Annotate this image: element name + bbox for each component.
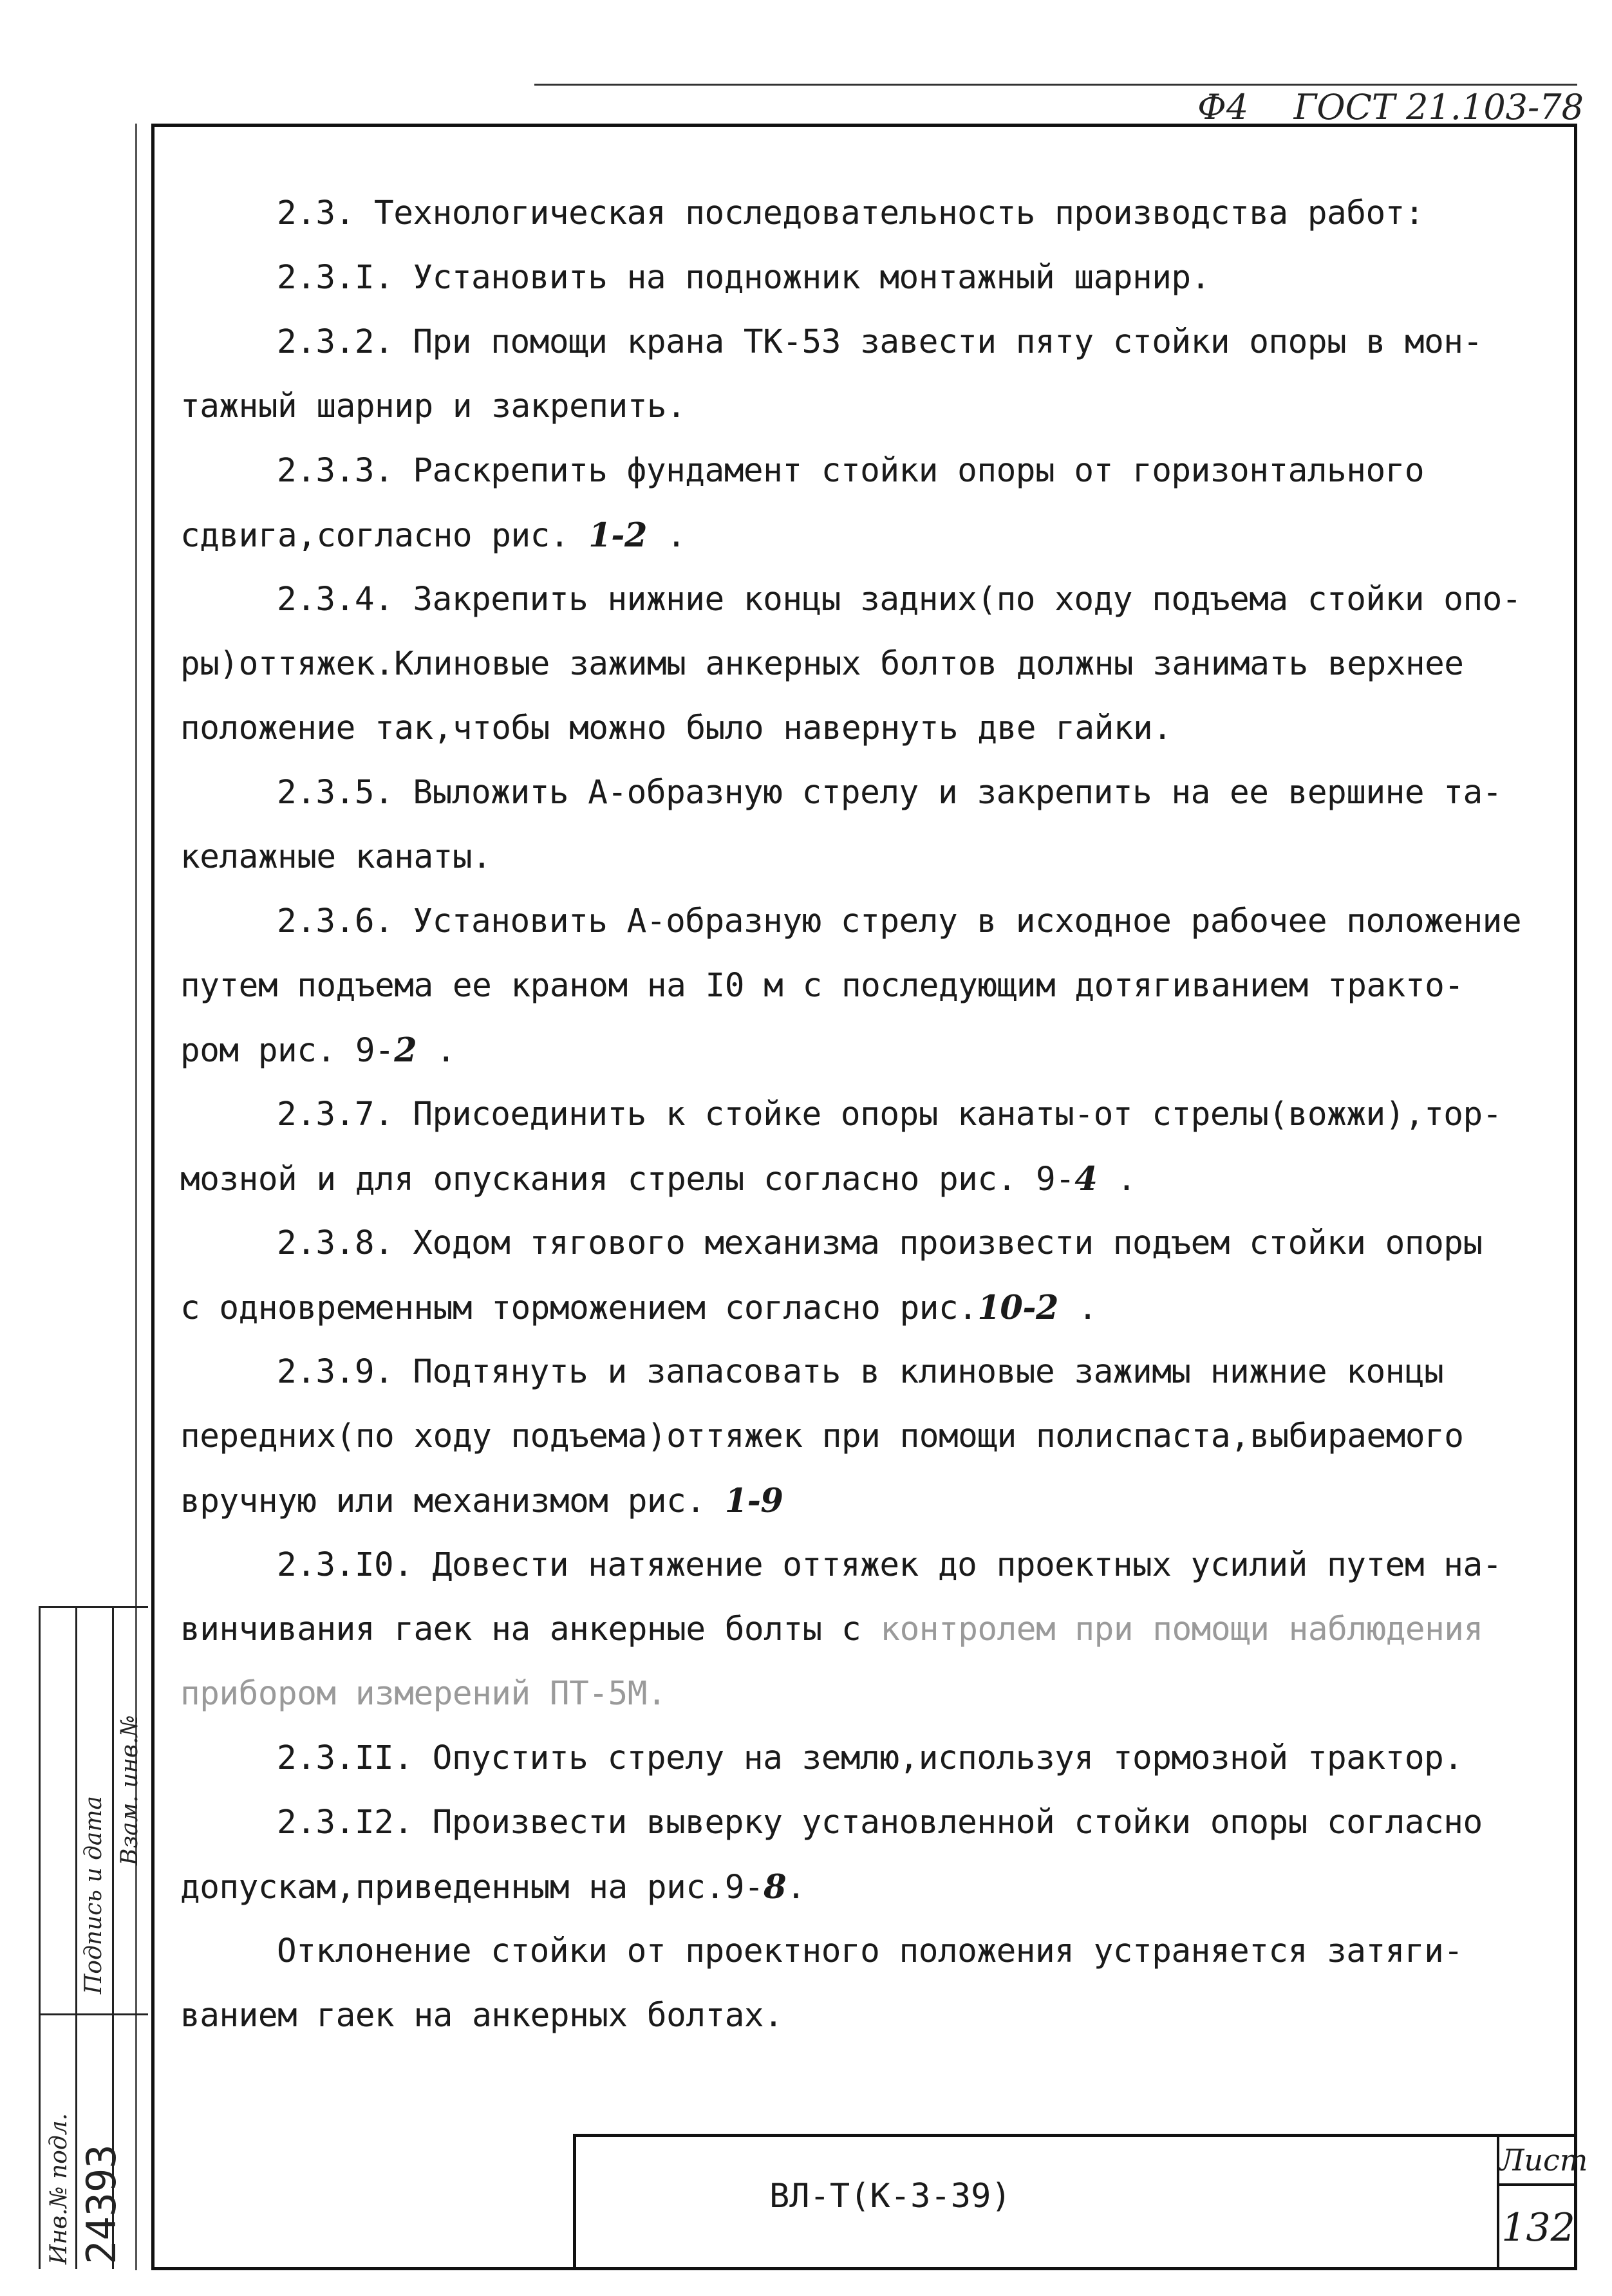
line-text: 2.3.2. При помощи крана ТК-53 завести пяту стойки опоры в мон- — [277, 323, 1483, 361]
text-line — [180, 1533, 1558, 1598]
line-text: вручную или механизмом рис. — [180, 1482, 725, 1520]
line-text: положение так,чтобы можно было навернуть две гайки. — [180, 709, 1172, 747]
text-line — [180, 696, 1558, 761]
text-line — [180, 825, 1558, 890]
text-line — [180, 375, 1558, 439]
side-stamp — [39, 1606, 148, 2269]
text-line — [180, 1211, 1558, 1276]
handwritten-figure-ref: 1-2 — [588, 516, 647, 555]
line-text: 2.3.I. Установить на подножник монтажный шарнир. — [277, 259, 1210, 297]
text-line — [180, 1791, 1558, 1855]
line-tail: . — [786, 1869, 806, 1907]
line-text: келажные канаты. — [180, 838, 492, 876]
line-text: 2.3.II. Опустить стрелу на землю,используя тормозной трактор. — [277, 1739, 1463, 1777]
handwritten-figure-ref: 2 — [394, 1031, 417, 1070]
text-line — [180, 1598, 1558, 1662]
line-text: сдвига,согласно рис. — [180, 517, 589, 555]
text-line — [180, 761, 1558, 825]
text-line — [180, 1405, 1558, 1469]
sheet-label: Лист — [1499, 2137, 1577, 2186]
line-text: мозной и для опускания стрелы согласно рис. 9- — [180, 1161, 1075, 1199]
text-line — [180, 246, 1558, 310]
line-text: 2.3.5. Выложить А-образную стрелу и закрепить на ее вершине та- — [277, 774, 1502, 812]
standard-reference: ГОСТ 21.103-78 — [1293, 87, 1584, 127]
text-line — [180, 1919, 1558, 1984]
text-line — [180, 1855, 1558, 1919]
text-line — [180, 1147, 1558, 1211]
handwritten-figure-ref: 4 — [1074, 1160, 1098, 1199]
handwritten-figure-ref: 8 — [764, 1868, 787, 1907]
sheet-number: 132 — [1501, 2205, 1575, 2250]
text-line — [180, 890, 1558, 954]
text-line — [180, 439, 1558, 503]
line-text: ванием гаек на анкерных болтах. — [180, 1997, 783, 2035]
sheet-box — [1497, 2137, 1588, 2270]
text-line — [180, 1726, 1558, 1791]
text-line — [180, 1340, 1558, 1405]
line-text: с одновременным торможением согласно рис. — [180, 1289, 978, 1327]
text-line — [180, 182, 1558, 246]
handwritten-figure-ref: 10-2 — [977, 1289, 1059, 1327]
line-text: 2.3.I2. Произвести выверку установленной стойки опоры согласно — [277, 1804, 1483, 1842]
text-line — [180, 568, 1558, 632]
document-body — [180, 182, 1558, 2048]
stamp-divider — [41, 2013, 148, 2015]
text-line — [180, 1276, 1558, 1340]
form-number: Ф4 — [1197, 87, 1249, 127]
faded-text: контролем при помощи наблюдения — [880, 1610, 1483, 1648]
line-tail: . — [1058, 1289, 1098, 1327]
line-text: 2.3.4. Закрепить нижние концы задних(по ходу подъема стойки опо- — [277, 581, 1522, 619]
faded-text: прибором измерений ПТ-5М. — [180, 1675, 667, 1713]
document-code: ВЛ-Т(К-3-39) — [769, 2177, 1011, 2216]
text-line — [180, 503, 1558, 568]
line-tail: . — [417, 1032, 456, 1070]
text-line — [180, 1662, 1558, 1726]
text-line — [180, 1083, 1558, 1147]
text-line — [180, 632, 1558, 696]
line-text: 2.3.6. Установить А-образную стрелу в исходное рабочее положение — [277, 902, 1522, 940]
stamp-signature-label: Подпись и дата — [80, 1796, 107, 1994]
text-line — [180, 1469, 1558, 1533]
line-text: винчивания гаек на анкерные болты с — [180, 1610, 881, 1648]
line-tail: . — [646, 517, 686, 555]
handwritten-figure-ref: 1-9 — [724, 1482, 783, 1520]
line-text: тажный шарнир и закрепить. — [180, 387, 686, 425]
page-header — [1197, 82, 1584, 127]
line-text: ром рис. 9- — [180, 1032, 395, 1070]
line-text: 2.3.3. Раскрепить фундамент стойки опоры от горизонтального — [277, 452, 1425, 490]
text-line — [180, 1018, 1558, 1083]
line-text: 2.3.I0. Довести натяжение оттяжек до проектных усилий путем на- — [277, 1546, 1502, 1584]
line-text: 2.3.7. Присоединить к стойке опоры канаты-от стрелы(вожжи),тор- — [277, 1096, 1502, 1134]
text-line — [180, 1984, 1558, 2048]
line-text: передних(по ходу подъема)оттяжек при помощи полиспаста,выбираемого — [180, 1417, 1464, 1455]
line-text: 2.3.8. Ходом тягового механизма произвести подъем стойки опоры — [277, 1224, 1483, 1262]
text-line — [180, 310, 1558, 375]
stamp-replacement-label: Взам. инв.№ — [117, 1715, 143, 1865]
stamp-inventory-number: 24393 — [78, 2144, 125, 2264]
text-line — [180, 954, 1558, 1018]
line-text: Отклонение стойки от проектного положения устраняется затяги- — [277, 1932, 1463, 1970]
line-text: 2.3.9. Подтянуть и запасовать в клиновые зажимы нижние концы — [277, 1353, 1444, 1391]
line-text: путем подъема ее краном на I0 м с последующим дотягиванием тракто- — [180, 967, 1464, 1005]
line-text: допускам,приведенным на рис.9- — [180, 1869, 764, 1907]
line-text: ры)оттяжек.Клиновые зажимы анкерных болтов должны занимать верхнее — [180, 645, 1464, 683]
line-text: 2.3. Технологическая последовательность производства работ: — [277, 194, 1425, 232]
title-block — [573, 2134, 1588, 2270]
stamp-inventory-label: Инв.№ подл. — [46, 2113, 72, 2264]
line-tail: . — [1097, 1161, 1136, 1199]
